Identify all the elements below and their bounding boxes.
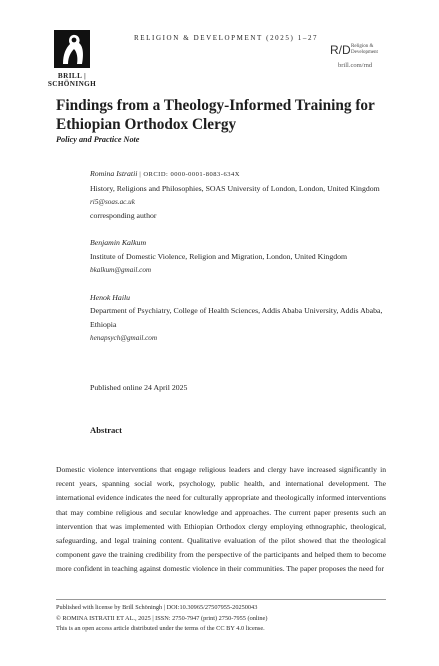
author-list — [90, 167, 390, 359]
author-name-1: Romina Istratii — [90, 169, 138, 178]
author-email-1[interactable]: ri5@soas.ac.uk — [90, 197, 135, 206]
author-block-3 — [90, 291, 390, 346]
article-subtitle: Policy and Practice Note — [56, 135, 140, 144]
footer-divider — [56, 599, 386, 600]
author-name-3: Henok Hailu — [90, 292, 131, 302]
publisher-name: BRILL | SCHÖNINGH — [47, 72, 97, 88]
journal-mark: R/D — [330, 43, 351, 57]
journal-mark-line-2: Development — [351, 50, 378, 55]
abstract-text: Domestic violence interventions that engage religious leaders and clergy have increased significantly in recent years, spanning social work, psychology, public health, and international development. The international evidence indicates the need for culturally appropriate and theologically informed interventions that may combine religious and secular knowledge and approaches. The current paper presents such an intervention that was implemented with Ethiopian Orthodox clergy employing ethnographic, theological, safeguarding, and legal training content. Qualitative evaluation of the pilot showed that the theological component gave the training credibility from the perspective of the participants and helped them to become more confident in teaching against domestic violence in their communities. The paper proposes the need for — [56, 465, 386, 574]
author-block-1 — [90, 167, 390, 223]
author-affiliation-2: Institute of Domestic Violence, Religion and Migration, London, United Kingdom — [90, 251, 348, 261]
footer — [56, 603, 396, 635]
footer-open-access: This is an open access article distributed under the terms of the CC BY 4.0 license. — [56, 625, 265, 633]
author-name-2: Benjamin Kalkum — [90, 238, 147, 248]
author-affiliation-3: Department of Psychiatry, College of Health Sciences, Addis Ababa University, Addis Ababa, Ethiopia — [90, 306, 383, 330]
journal-url[interactable]: brill.com/rnd — [338, 62, 373, 69]
author-block-2 — [90, 236, 390, 277]
footer-copyright-issn: © ROMINA ISTRATII ET AL., 2025 | ISSN: 2750-7947 (print) 2750-7955 (online) — [56, 614, 268, 622]
journal-mark-line-1: Religion & — [351, 44, 374, 49]
footer-license-doi: Published with license by Brill Schöningh | DOI:10.30965/27507955-20250043 — [56, 604, 258, 611]
author-orcid-1[interactable]: | ORCID: 0000-0001-8083-634X — [139, 171, 240, 178]
publication-date: Published online 24 April 2025 — [90, 383, 188, 392]
brill-logo-icon — [54, 30, 90, 68]
author-note-1: corresponding author — [90, 211, 157, 221]
author-affiliation-1: History, Religions and Philosophies, SOAS University of London, London, United Kingdom — [90, 183, 380, 193]
abstract-heading: Abstract — [90, 425, 122, 435]
publisher-logo — [36, 30, 108, 88]
journal-header: RELIGION & DEVELOPMENT (2025) 1–27 — [134, 34, 319, 42]
author-email-2[interactable]: bkalkum@gmail.com — [90, 265, 152, 274]
author-heading-1 — [90, 167, 390, 182]
author-email-3[interactable]: henapsych@gmail.com — [90, 333, 158, 342]
article-title: Findings from a Theology-Informed Training for Ethiopian Orthodox Clergy — [56, 97, 375, 133]
journal-mark-text — [351, 44, 378, 56]
